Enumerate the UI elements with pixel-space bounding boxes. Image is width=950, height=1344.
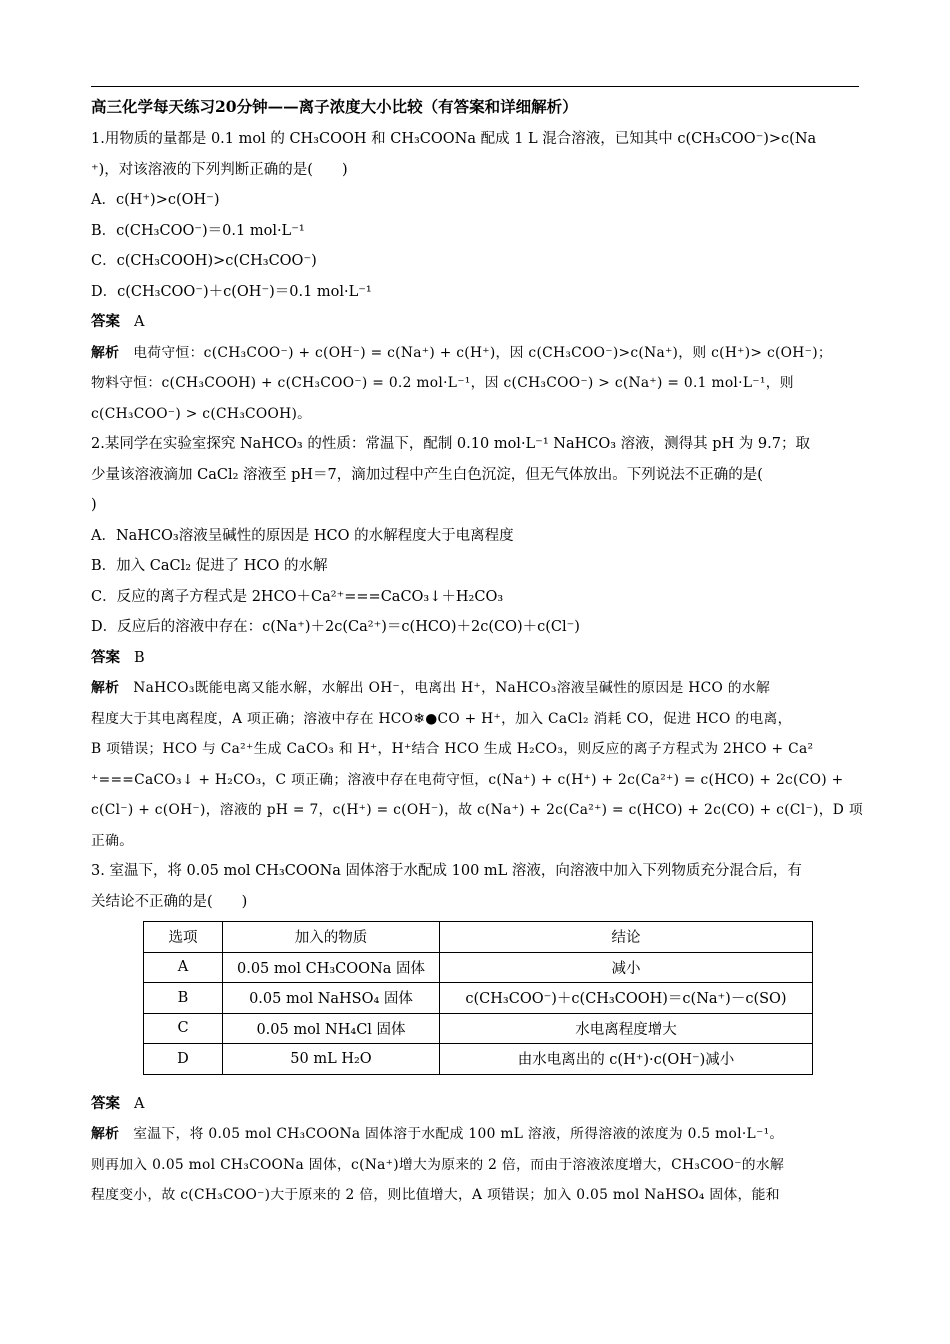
explain-label: 解析 [91, 344, 120, 361]
table-row [144, 952, 813, 983]
table-row [144, 1013, 813, 1044]
q2-stem-line-3: ) [91, 497, 97, 513]
q2-option-b: B．加入 CaCl₂ 促进了 HCO 的水解 [91, 558, 328, 574]
answer-label: 答案 [91, 648, 120, 666]
q3-answer [91, 1089, 859, 1120]
q1-explanation-line-2: 物料守恒：c(CH₃COOH) + c(CH₃COO⁻) = 0.2 mol·L⁻¹，因 c(CH₃COO⁻) > c(Na⁺) = 0.1 mol·L⁻¹，则 [91, 375, 794, 391]
q2-explanation-line-1: 解析 NaHCO₃既能电离又能水解，水解出 OH⁻，电离出 H⁺，NaHCO₃溶液呈碱性的原因是 HCO 的水解 [91, 680, 771, 696]
table-cell: C [144, 1013, 223, 1044]
table-header-cell: 选项 [144, 922, 223, 953]
page-title: 高三化学每天练习20分钟——离子浓度大小比较（有答案和详细解析） [91, 97, 578, 116]
q2-option-c: C．反应的离子方程式是 2HCO＋Ca²⁺===CaCO₃↓＋H₂CO₃ [91, 588, 504, 605]
q1-option-d: D．c(CH₃COO⁻)＋c(OH⁻)＝0.1 mol·L⁻¹ [91, 283, 372, 300]
q1-answer [91, 307, 859, 338]
q2-stem-line-2: 少量该溶液滴加 CaCl₂ 溶液至 pH＝7，滴加过程中产生白色沉淀，但无气体放出。下列说法不正确的是( [91, 466, 763, 483]
answer-label: 答案 [91, 1094, 120, 1112]
q2-answer [91, 643, 859, 674]
document-page [91, 86, 863, 1211]
header-rule [91, 86, 859, 87]
question-2 [91, 429, 863, 856]
table-cell: 0.05 mol CH₃COONa 固体 [223, 952, 440, 983]
q2-option-a: A．NaHCO₃溶液呈碱性的原因是 HCO 的水解程度大于电离程度 [91, 527, 514, 544]
q1-stem-line-1: 1.用物质的量都是 0.1 mol 的 CH₃COOH 和 CH₃COONa 配成 1 L 混合溶液，已知其中 c(CH₃COO⁻)>c(Na [91, 131, 817, 147]
answer-label: 答案 [91, 313, 120, 330]
answer-value: A [134, 314, 145, 330]
q3-stem-line-2: 关结论不正确的是( ) [91, 893, 248, 910]
q2-stem-line-1: 2.某同学在实验室探究 NaHCO₃ 的性质：常温下，配制 0.10 mol·L⁻¹ NaHCO₃ 溶液，测得其 pH 为 9.7；取 [91, 436, 810, 452]
table-row [144, 983, 813, 1014]
table-cell: 50 mL H₂O [223, 1044, 440, 1075]
q1-option-a: A．c(H⁺)>c(OH⁻) [91, 192, 220, 208]
table-header-row [144, 922, 813, 953]
answer-value: B [134, 649, 145, 666]
table-cell: 0.05 mol NaHSO₄ 固体 [223, 983, 440, 1014]
q2-explanation-line-3: B 项错误；HCO 与 Ca²⁺生成 CaCO₃ 和 H⁺，H⁺结合 HCO 生成 H₂CO₃，则反应的离子方程式为 2HCO + Ca² [91, 741, 814, 757]
q1-explanation-line-3: c(CH₃COO⁻) > c(CH₃COOH)。 [91, 405, 312, 422]
explain-label: 解析 [91, 680, 120, 696]
table-cell: 减小 [440, 952, 813, 983]
table-header-cell: 加入的物质 [223, 922, 440, 953]
q2-explanation-line-4: ⁺===CaCO₃↓ + H₂CO₃，C 项正确；溶液中存在电荷守恒，c(Na⁺) + c(H⁺) + 2c(Ca²⁺) = c(HCO) + 2c(CO) + [91, 771, 844, 788]
table-cell: 由水电离出的 c(H⁺)·c(OH⁻)减小 [440, 1044, 813, 1075]
answer-value: A [134, 1095, 145, 1112]
table-cell: A [144, 952, 223, 983]
table-cell: 0.05 mol NH₄Cl 固体 [223, 1013, 440, 1044]
table-cell: D [144, 1044, 223, 1075]
q2-explanation-line-2: 程度大于其电离程度，A 项正确；溶液中存在 HCO❄●CO + H⁺，加入 CaCl₂ 消耗 CO，促进 HCO 的电离， [91, 710, 792, 727]
q3-explanation-line-3: 程度变小，故 c(CH₃COO⁻)大于原来的 2 倍，则比值增大，A 项错误；加入 0.05 mol NaHSO₄ 固体，能和 [91, 1187, 780, 1203]
table-cell: 水电离程度增大 [440, 1013, 813, 1044]
table-row [144, 1044, 813, 1075]
q2-option-d: D．反应后的溶液中存在：c(Na⁺)＋2c(Ca²⁺)＝c(HCO)＋2c(CO)＋c(Cl⁻) [91, 619, 580, 635]
q1-option-b: B．c(CH₃COO⁻)＝0.1 mol·L⁻¹ [91, 222, 305, 239]
q1-option-c: C．c(CH₃COOH)>c(CH₃COO⁻) [91, 253, 317, 269]
q1-stem-line-2: ⁺)，对该溶液的下列判断正确的是( ) [91, 161, 348, 178]
table-header-cell: 结论 [440, 922, 813, 953]
q3-explanation-line-1: 解析 室温下，将 0.05 mol CH₃COONa 固体溶于水配成 100 mL 溶液，所得溶液的浓度为 0.5 mol·L⁻¹。 [91, 1126, 784, 1142]
explain-label: 解析 [91, 1126, 120, 1142]
q3-options-table [143, 921, 813, 1075]
table-cell: c(CH₃COO⁻)＋c(CH₃COOH)＝c(Na⁺)－c(SO) [440, 983, 813, 1014]
question-1 [91, 124, 859, 429]
q1-explanation-line-1: 解析 电荷守恒：c(CH₃COO⁻) + c(OH⁻) = c(Na⁺) + c(H⁺)，因 c(CH₃COO⁻)>c(Na⁺)，则 c(H⁺)> c(OH⁻)； [91, 344, 832, 361]
question-3 [91, 856, 859, 1211]
q3-explanation-line-2: 则再加入 0.05 mol CH₃COONa 固体，c(Na⁺)增大为原来的 2 倍，而由于溶液浓度增大，CH₃COO⁻的水解 [91, 1156, 785, 1173]
q3-stem-line-1: 3. 室温下，将 0.05 mol CH₃COONa 固体溶于水配成 100 mL 溶液，向溶液中加入下列物质充分混合后，有 [91, 863, 802, 879]
q2-explanation-line-5: c(Cl⁻) + c(OH⁻)，溶液的 pH = 7，c(H⁺) = c(OH⁻)，故 c(Na⁺) + 2c(Ca²⁺) = c(HCO) + 2c(CO) + c(Cl⁻)，D 项 [91, 802, 863, 818]
q2-explanation-line-6: 正确。 [91, 832, 134, 849]
table-cell: B [144, 983, 223, 1014]
